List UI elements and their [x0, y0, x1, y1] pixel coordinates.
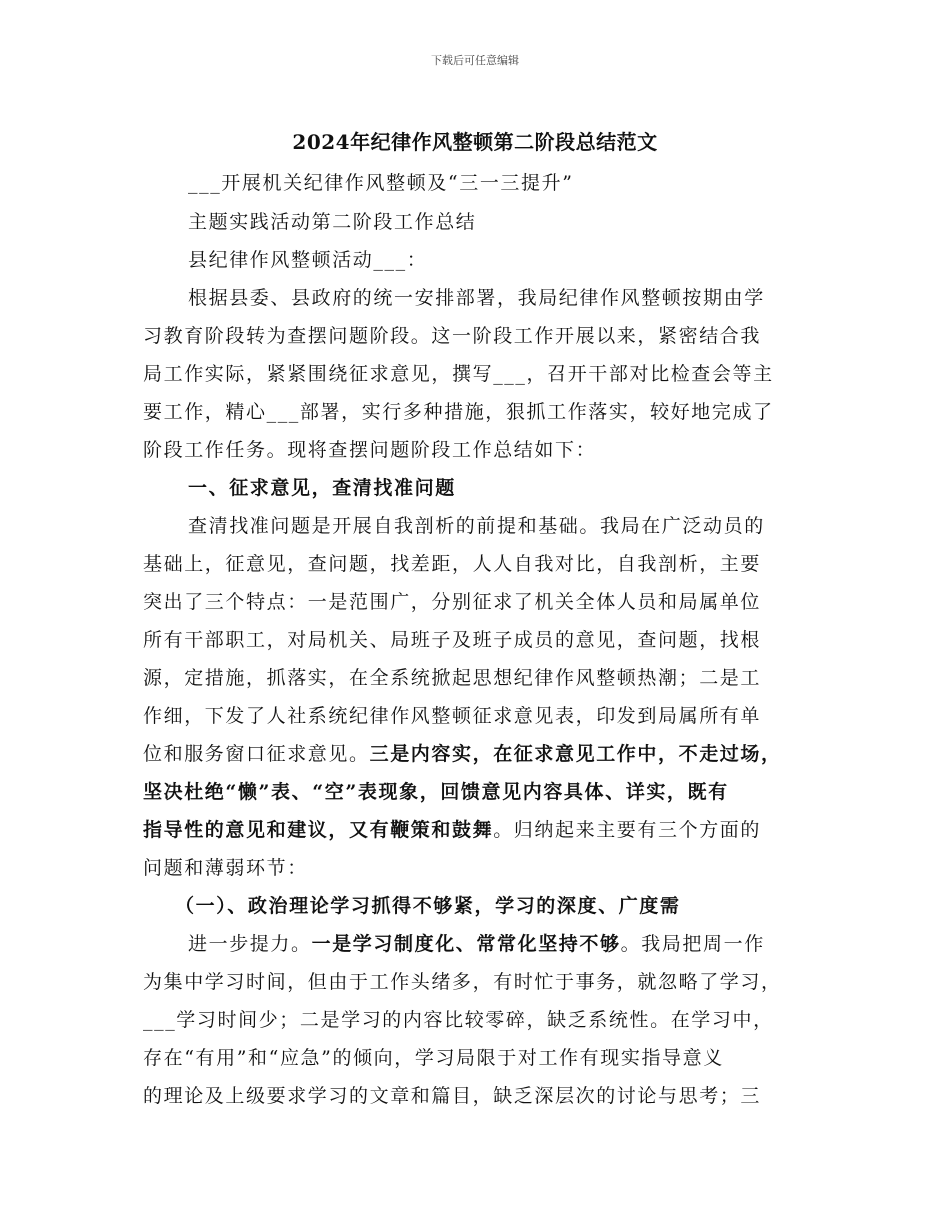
text-segment: 突出了三个特点：一是范围广，分别征求了机关全体人员和局属单位 — [143, 591, 762, 613]
subsection-heading-1 — [175, 888, 855, 924]
text-segment: （一）、政治理论学习抓得不够紧，学习的深度、广度需 — [175, 895, 681, 917]
paragraph-line — [143, 850, 823, 886]
text-segment: 位和服务窗口征求意见。 — [143, 743, 370, 765]
text-segment: 根据县委、县政府的统一安排部署，我局纪律作风整顿按期由学 — [188, 287, 765, 309]
text-segment: 问题和薄弱环节： — [143, 857, 308, 879]
paragraph-line — [143, 356, 823, 392]
subtitle-line-1 — [188, 165, 868, 201]
paragraph-line — [143, 432, 823, 468]
bold-text-segment: 指导性的意见和建议，又有鞭策和鼓舞 — [143, 819, 494, 841]
paragraph-line — [188, 280, 868, 316]
paragraph-line — [143, 964, 823, 1000]
text-segment: 源，定措施，抓落实，在全系统掀起思想纪律作风整顿热潮；二是工 — [143, 667, 762, 689]
text-segment: 的理论及上级要求学习的文章和篇目，缺乏深层次的讨论与思考；三 — [143, 1085, 762, 1107]
paragraph-line — [143, 1040, 823, 1076]
paragraph-line — [143, 584, 823, 620]
text-segment: 习教育阶段转为查摆问题阶段。这一阶段工作开展以来，紧密结合我 — [143, 325, 762, 347]
paragraph-line — [143, 1002, 823, 1038]
text-segment: 所有干部职工，对局机关、局班子及班子成员的意见，查问题，找根 — [143, 629, 762, 651]
paragraph-line — [143, 622, 823, 658]
text-segment: 一、征求意见，查清找准问题 — [188, 477, 456, 499]
text-segment: 县纪律作风整顿活动___： — [188, 249, 428, 271]
paragraph-line — [143, 546, 823, 582]
bold-text-segment: 坚决杜绝“懒”表、“空”表现象，回馈意见内容具体、详实，既有 — [143, 781, 729, 803]
text-segment: 主题实践活动第二阶段工作总结 — [188, 211, 477, 233]
section-heading-1 — [188, 470, 868, 506]
paragraph-line — [143, 660, 823, 696]
text-segment: ___开展机关纪律作风整顿及“三一三提升” — [188, 172, 574, 194]
text-segment: 。归纳起来主要有三个方面的 — [493, 819, 762, 841]
text-segment: 存在“有用”和“应急”的倾向，学习局限于对工作有现实指导意义 — [143, 1047, 724, 1069]
text-segment: 作细，下发了人社系统纪律作风整顿征求意见表，印发到局属所有单 — [143, 705, 762, 727]
text-segment: 要工作，精心___部署，实行多种措施，狠抓工作落实，较好地完成了 — [143, 401, 774, 423]
subtitle-line-2 — [188, 204, 868, 240]
bold-text-segment: 三是内容实，在征求意见工作中，不走过场， — [369, 743, 782, 765]
paragraph-line — [143, 1078, 823, 1114]
paragraph-line — [143, 318, 823, 354]
paragraph-line — [143, 774, 823, 810]
text-segment: 。我局把周一作 — [620, 933, 765, 955]
text-segment: 为集中学习时间，但由于工作头绪多，有时忙于事务，就忽略了学习， — [143, 971, 782, 993]
text-segment: 基础上，征意见，查问题，找差距，人人自我对比，自我剖析，主要 — [143, 553, 762, 575]
bold-text-segment: 一是学习制度化、常常化坚持不够 — [311, 933, 621, 955]
text-segment: ___学习时间少；二是学习的内容比较零碎，缺乏系统性。在学习中， — [143, 1009, 774, 1031]
paragraph-line — [188, 508, 868, 544]
document-title: 2024年纪律作风整顿第二阶段总结范文 — [292, 130, 658, 154]
text-segment: 局工作实际，紧紧围绕征求意见，撰写___，召开干部对比检查会等主 — [143, 363, 774, 385]
paragraph-line — [143, 736, 823, 772]
paragraph-line — [143, 812, 823, 848]
salutation — [188, 242, 868, 278]
text-segment: 查清找准问题是开展自我剖析的前提和基础。我局在广泛动员的 — [188, 515, 765, 537]
text-segment: 阶段工作任务。现将查摆问题阶段工作总结如下： — [143, 439, 597, 461]
text-segment: 进一步提力。 — [188, 933, 312, 955]
paragraph-line — [188, 926, 868, 962]
paragraph-line — [143, 394, 823, 430]
paragraph-line — [143, 698, 823, 734]
page-header: 下载后可任意编辑 — [431, 54, 519, 67]
